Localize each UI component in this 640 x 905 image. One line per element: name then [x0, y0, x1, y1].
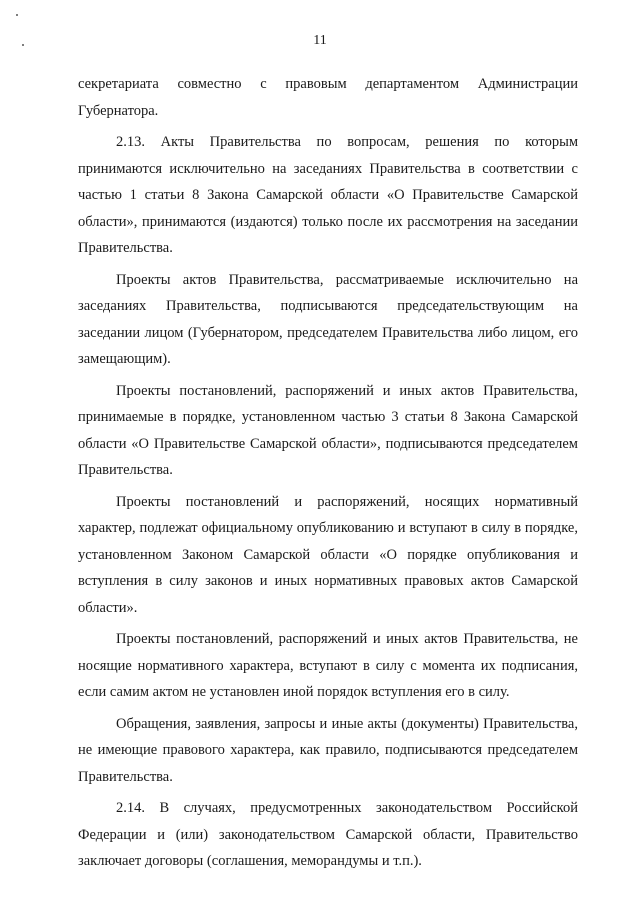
body-text	[78, 71, 578, 880]
paragraph: Обращения, заявления, запросы и иные акты (документы) Правительства, не имеющие правового характера, как правило, подписываются председателем Правительства.	[78, 715, 578, 785]
page-number: 11	[313, 33, 327, 48]
paragraph: секретариата совместно с правовым департаментом Администрации Губернатора.	[78, 76, 578, 119]
paragraph: Проекты постановлений и распоряжений, носящих нормативный характер, подлежат официальному опубликованию и вступают в силу в порядке, установленном Законом Самарской области «О порядке опубликования и вступления в силу законов и иных нормативных правовых актов Самарской области».	[78, 493, 578, 616]
paragraph: 2.13. Акты Правительства по вопросам, решения по которым принимаются исключительно на заседаниях Правительства в соответствии с частью 1 статьи 8 Закона Самарской области «О Правительстве Самарской области», принимаются (издаются) только после их рассмотрения на заседании Правительства.	[78, 134, 578, 256]
paragraph: Проекты актов Правительства, рассматриваемые исключительно на заседаниях Правительства, подписываются председательствующим на заседании лицом (Губернатором, председателем Правительства либо лицом, его замещающим).	[78, 271, 578, 367]
paragraph: Проекты постановлений, распоряжений и иных актов Правительства, не носящие нормативного характера, вступают в силу с момента их подписания, если самим актом не установлен иной порядок вступления его в силу.	[78, 631, 578, 700]
paragraph: Проекты постановлений, распоряжений и иных актов Правительства, принимаемые в порядке, установленном частью 3 статьи 8 Закона Самарской области «О Правительстве Самарской области», подписываются председателем Правительства.	[78, 382, 578, 478]
scan-speck	[16, 14, 18, 16]
paragraph: 2.14. В случаях, предусмотренных законодательством Российской Федерации и (или) законодательством Самарской области, Правительство заключает договоры (соглашения, меморандумы и т.п.).	[78, 800, 578, 869]
